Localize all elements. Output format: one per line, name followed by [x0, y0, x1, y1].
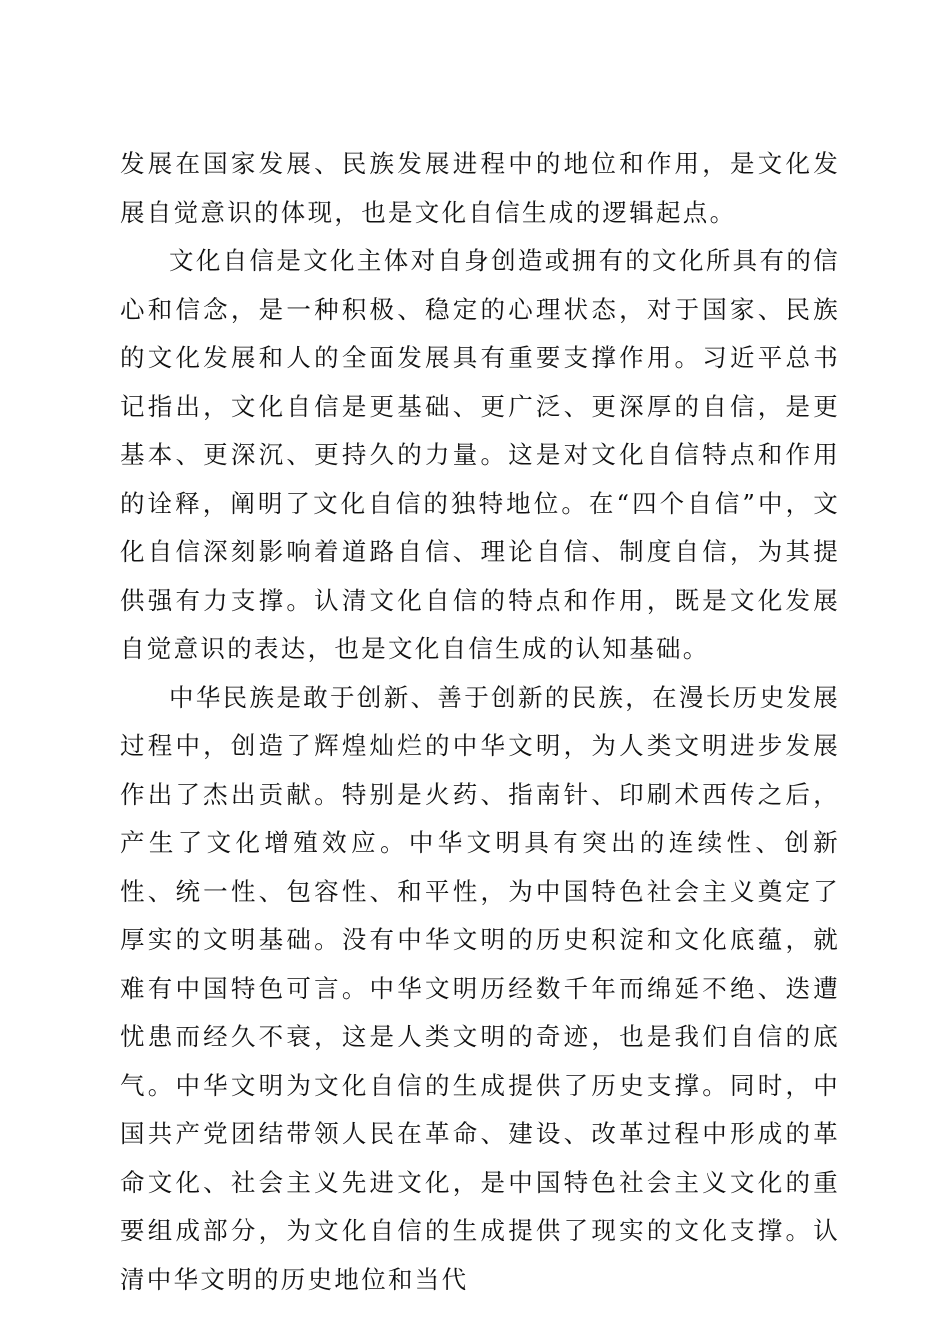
paragraph-cultural-confidence: 文化自信是文化主体对自身创造或拥有的文化所具有的信心和信念，是一种积极、稳定的心理状态，对于国家、民族的文化发展和人的全面发展具有重要支撑作用。习近平总书记指出，文化自信是更基础、更广泛、更深厚的自信，是更基本、更深沉、更持久的力量。这是对文化自信特点和作用的诠释，阐明了文化自信的独特地位。在“四个自信”中，文化自信深刻影响着道路自信、理论自信、制度自信，为其提供强有力支撑。认清文化自信的特点和作用，既是文化发展自觉意识的表达，也是文化自信生成的认知基础。 [120, 246, 840, 663]
paragraph-chinese-civilization: 中华民族是敢于创新、善于创新的民族，在漫长历史发展过程中，创造了辉煌灿烂的中华文明，为人类文明进步发展作出了杰出贡献。特别是火药、指南针、印刷术西传之后，产生了文化增殖效应。中华文明具有突出的连续性、创新性、统一性、包容性、和平性，为中国特色社会主义奠定了厚实的文明基础。没有中华文明的历史积淀和文化底蕴，就难有中国特色可言。中华文明历经数千年而绵延不绝、迭遭忧患而经久不衰，这是人类文明的奇迹，也是我们自信的底气。中华文明为文化自信的生成提供了历史支撑。同时，中国共产党团结带领人民在革命、建设、改革过程中形成的革命文化、社会主义先进文化，是中国特色社会主义文化的重要组成部分，为文化自信的生成提供了现实的文化支撑。认清中华文明的历史地位和当代 [120, 682, 840, 1294]
paragraph-continuation: 发展在国家发展、民族发展进程中的地位和作用，是文化发展自觉意识的体现，也是文化自信生成的逻辑起点。 [120, 149, 840, 227]
body-text [120, 140, 840, 1304]
